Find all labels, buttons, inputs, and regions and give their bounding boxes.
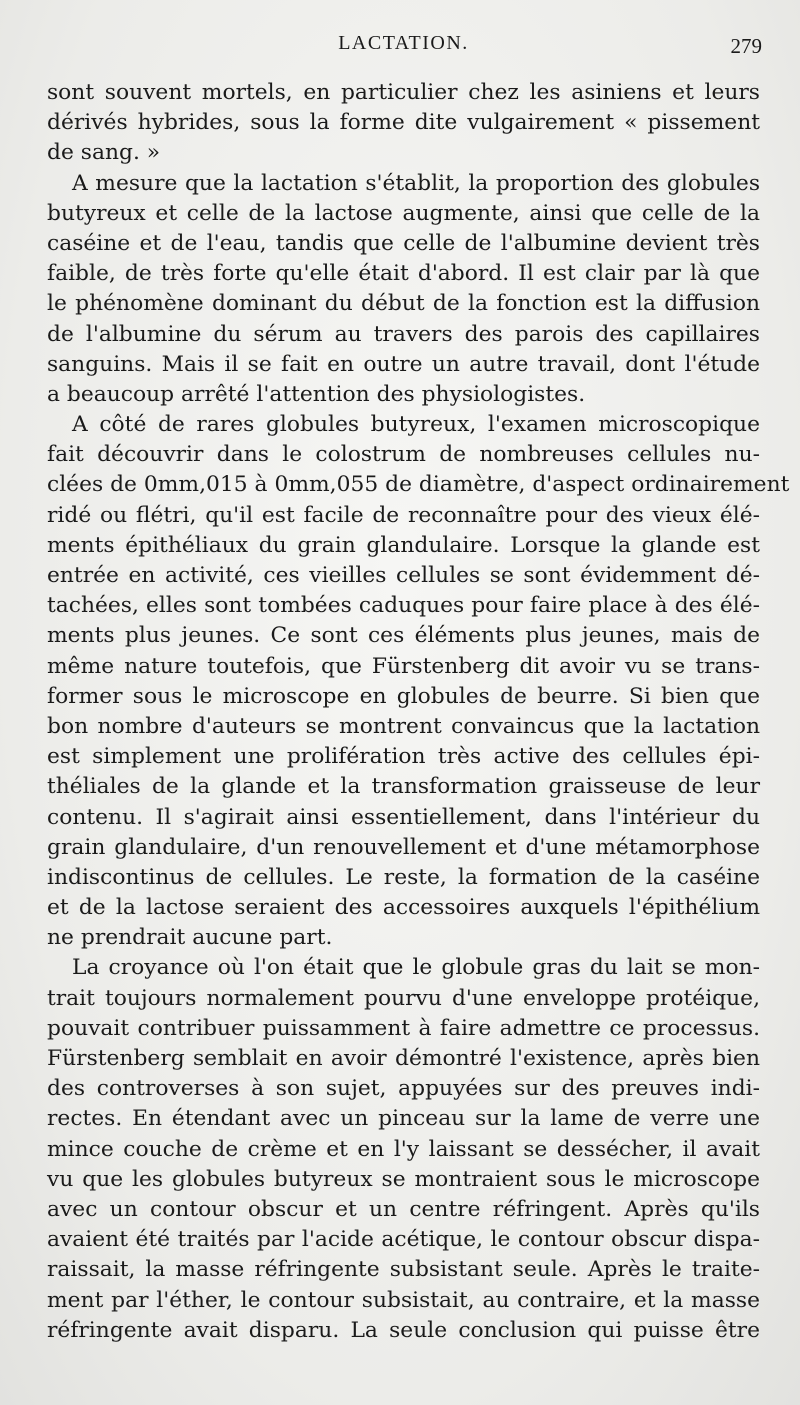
text-line: ridé ou flétri, qu'il est facile de reconnaître pour des vieux élé- [47,502,760,528]
body-text [47,78,790,1346]
text-line: vu que les globules butyreux se montraient sous le microscope [47,1166,760,1192]
text-line: grain glandulaire, d'un renouvellement et d'une métamorphose [47,834,760,860]
text-line: contenu. Il s'agirait ainsi essentiellement, dans l'intérieur du [47,804,760,830]
text-line: le phénomène dominant du début de la fonction est la diffusion [47,291,760,317]
text-line: rectes. En étendant avec un pinceau sur la lame de verre une [47,1106,760,1132]
running-head: LACTATION. [338,32,469,54]
paragraph [47,410,790,953]
text-line: de sang. » [47,140,161,166]
paragraph [47,169,760,411]
text-line: des controverses à son sujet, appuyées sur des preuves indi- [47,1076,760,1102]
paragraph [47,78,760,169]
page-header [45,28,762,68]
text-line: sont souvent mortels, en particulier chez les asiniens et leurs [47,80,760,105]
text-line: avaient été traités par l'acide acétique, le contour obscur dispa- [47,1227,760,1253]
text-line: A côté de rares globules butyreux, l'examen microscopique [72,412,760,438]
text-line: bon nombre d'auteurs se montrent convaincus que la lactation [47,713,760,739]
text-line: de l'albumine du sérum au travers des parois des capillaires [47,321,760,347]
text-line: ments plus jeunes. Ce sont ces éléments plus jeunes, mais de [47,623,760,649]
text-line: indiscontinus de cellules. Le reste, la formation de la caséine [47,864,760,890]
text-line: fait découvrir dans le colostrum de nombreuses cellules nu- [47,442,760,468]
text-line: est simplement une prolifération très active des cellules épi- [47,744,760,770]
text-line: Fürstenberg semblait en avoir démontré l'existence, après bien [47,1046,760,1071]
paragraph [47,953,760,1345]
text-line: entrée en activité, ces vieilles cellules se sont évidemment dé- [47,563,760,588]
text-line: théliales de la glande et la transformation graisseuse de leur [47,774,760,800]
text-line: sanguins. Mais il se fait en outre un autre travail, dont l'étude [47,351,760,377]
text-line: caséine et de l'eau, tandis que celle de l'albumine devient très [47,230,760,256]
text-line: a beaucoup arrêté l'attention des physiologistes. [47,381,586,407]
text-line: mince couche de crème et en l'y laissant se dessécher, il avait [47,1136,760,1162]
text-line: ment par l'éther, le contour subsistait, au contraire, et la masse [47,1287,760,1313]
text-line: et de la lactose seraient des accessoires auxquels l'épithélium [47,895,760,921]
text-line: former sous le microscope en globules de beurre. Si bien que [47,683,760,709]
text-line: pouvait contribuer puissamment à faire admettre ce processus. [47,1015,760,1041]
text-line: ments épithéliaux du grain glandulaire. Lorsque la glande est [47,532,760,558]
text-line: même nature toutefois, que Fürstenberg dit avoir vu se trans- [47,653,760,679]
text-line: réfringente avait disparu. La seule conclusion qui puisse être [47,1317,760,1343]
text-line: La croyance où l'on était que le globule gras du lait se mon- [72,955,760,981]
text-line: avec un contour obscur et un centre réfringent. Après qu'ils [47,1196,760,1222]
text-line: raissait, la masse réfringente subsistant seule. Après le traite- [47,1257,760,1283]
text-line: clées de 0mm,015 à 0mm,055 de diamètre, d'aspect ordinairement [47,472,790,498]
page-number: 279 [730,34,762,58]
text-line: A mesure que la lactation s'établit, la proportion des globules [72,170,760,196]
text-line: faible, de très forte qu'elle était d'abord. Il est clair par là que [47,261,760,287]
text-line: butyreux et celle de la lactose augmente, ainsi que celle de la [47,200,760,226]
text-line: ne prendrait aucune part. [47,925,333,951]
text-line: dérivés hybrides, sous la forme dite vulgairement « pissement [47,110,760,136]
text-line: trait toujours normalement pourvu d'une enveloppe protéique, [47,985,760,1011]
text-line: tachées, elles sont tombées caduques pour faire place à des élé- [47,593,760,619]
